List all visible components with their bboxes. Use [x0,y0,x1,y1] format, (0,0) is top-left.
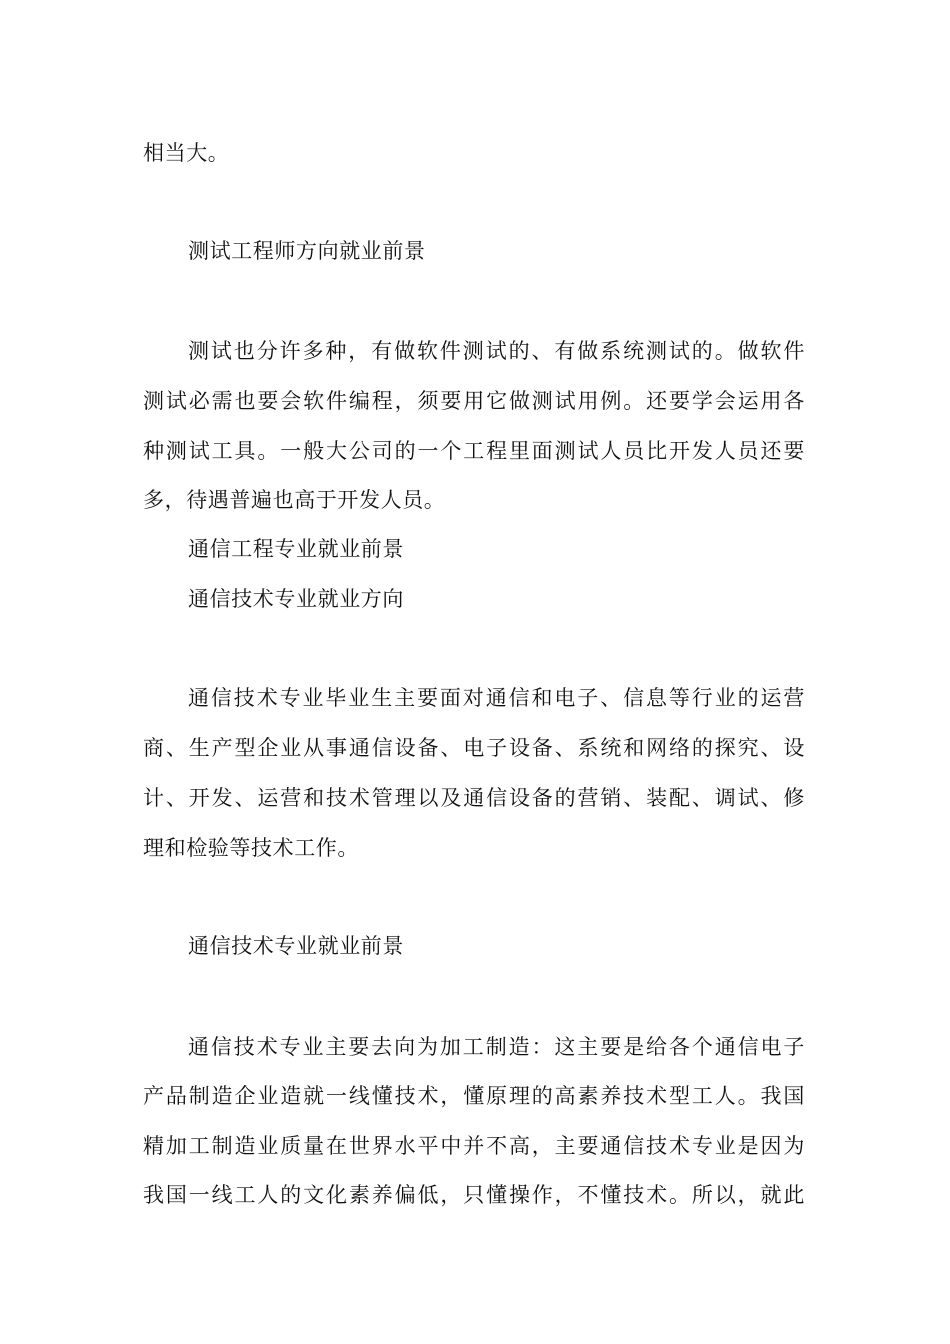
paragraph-line: 测试必需也要会软件编程，须要用它做测试用例。还要学会运用各 [143,389,805,413]
paragraph-line: 测试也分许多种，有做软件测试的、有做系统测试的。做软件 [188,339,805,363]
paragraph-line: 理和检验等技术工作。 [143,836,359,860]
section-heading: 通信工程专业就业前景 [188,537,404,561]
paragraph-line: 商、生产型企业从事通信设备、电子设备、系统和网络的探究、设 [143,736,805,760]
paragraph-line: 精加工制造业质量在世界水平中并不高，主要通信技术专业是因为 [143,1134,805,1158]
paragraph-line: 相当大。 [143,141,230,165]
paragraph-line: 种测试工具。一般大公司的一个工程里面测试人员比开发人员还要 [143,439,805,463]
paragraph-line: 我国一线工人的文化素养偏低，只懂操作，不懂技术。所以，就此 [143,1183,805,1207]
paragraph-line: 通信技术专业毕业生主要面对通信和电子、信息等行业的运营 [188,686,805,710]
paragraph-line: 通信技术专业主要去向为加工制造：这主要是给各个通信电子 [188,1035,805,1059]
paragraph-line: 产品制造企业造就一线懂技术，懂原理的高素养技术型工人。我国 [143,1084,805,1108]
section-heading: 测试工程师方向就业前景 [188,239,426,263]
paragraph-line: 计、开发、运营和技术管理以及通信设备的营销、装配、调试、修 [143,786,805,810]
section-heading: 通信技术专业就业方向 [188,587,404,611]
paragraph-line: 多，待遇普遍也高于开发人员。 [143,488,446,512]
section-heading: 通信技术专业就业前景 [188,934,404,958]
